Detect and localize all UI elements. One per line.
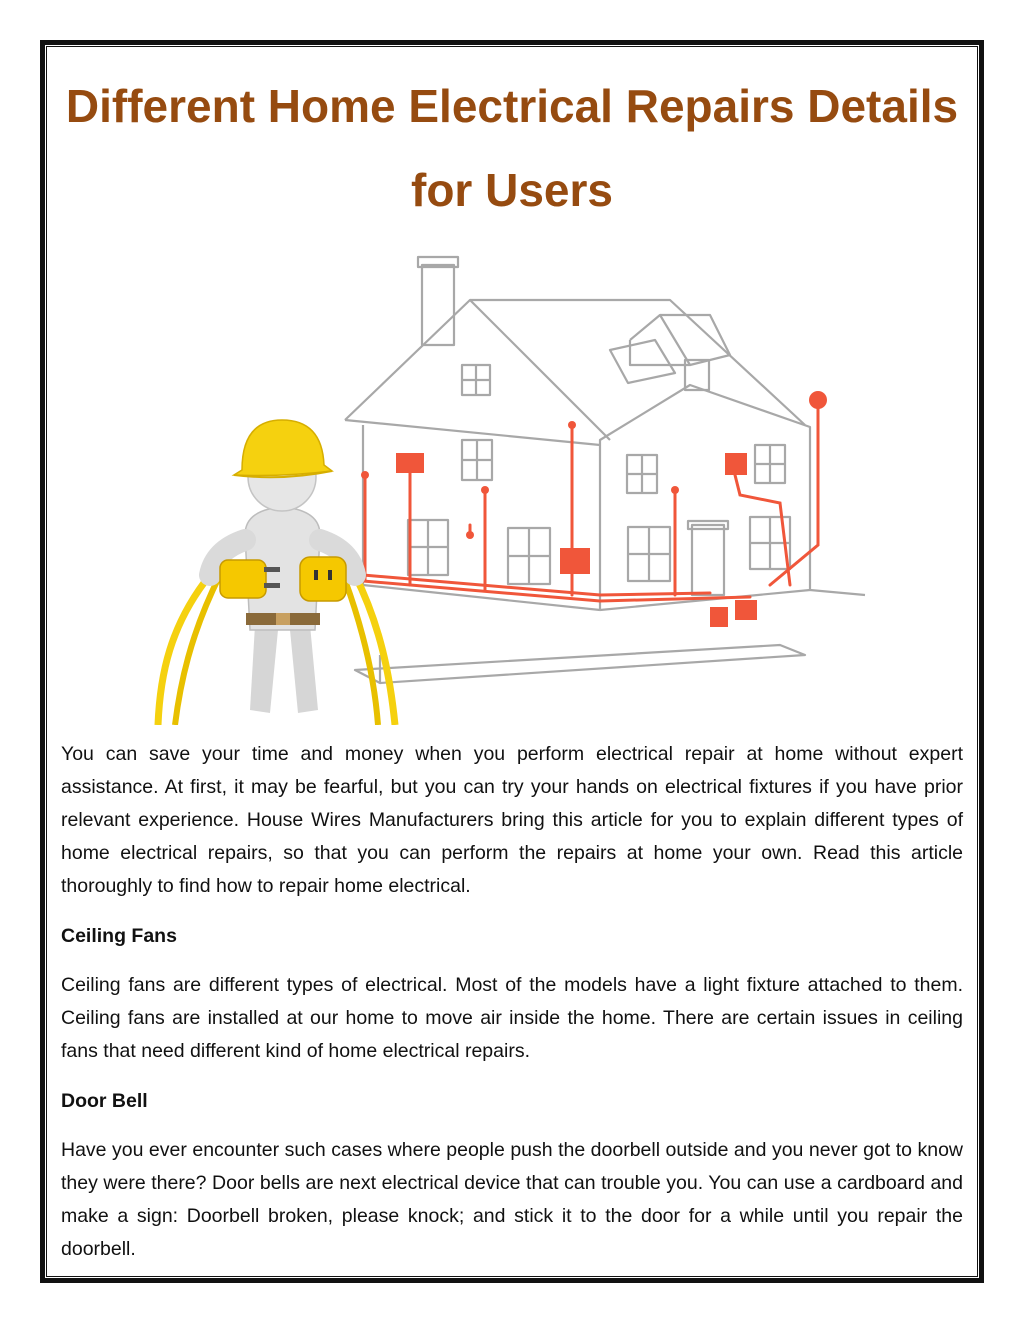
section-heading-ceiling-fans: Ceiling Fans [61,925,177,947]
intro-paragraph: You can save your time and money when you perform electrical repair at home without expert assistance. At first, it may be fearful, but you can try your hands on electrical fixtures if you have prior relevant experience. House Wires Manufacturers bring this article for you to explain different types of home electrical repairs, so that you can perform the repairs at home your own. Read this article thoroughly to find how to repair home electrical. [61,743,963,897]
page-title: Different Home Electrical Repairs Details for Users [65,80,959,216]
section-heading-door-bell: Door Bell [61,1090,148,1112]
wiring-drawing [363,405,818,601]
section-text-ceiling-fans: Ceiling fans are different types of electrical. Most of the models have a light fixture attached to them. Ceiling fans are installed at our home to move air inside the home. There are certain issues in ceiling fans that need different kind of home electrical repairs. [61,974,963,1062]
electrician-house-wiring-illustration [150,245,880,725]
electrician-figure [158,420,395,725]
section-text-door-bell: Have you ever encounter such cases where people push the doorbell outside and you never got to know they were there? Door bells are next electrical device that can trouble you. You can use a cardboard and make a sign: Doorbell broken, please knock; and stick it to the door for a while until you repair the doorbell. [61,1139,963,1260]
